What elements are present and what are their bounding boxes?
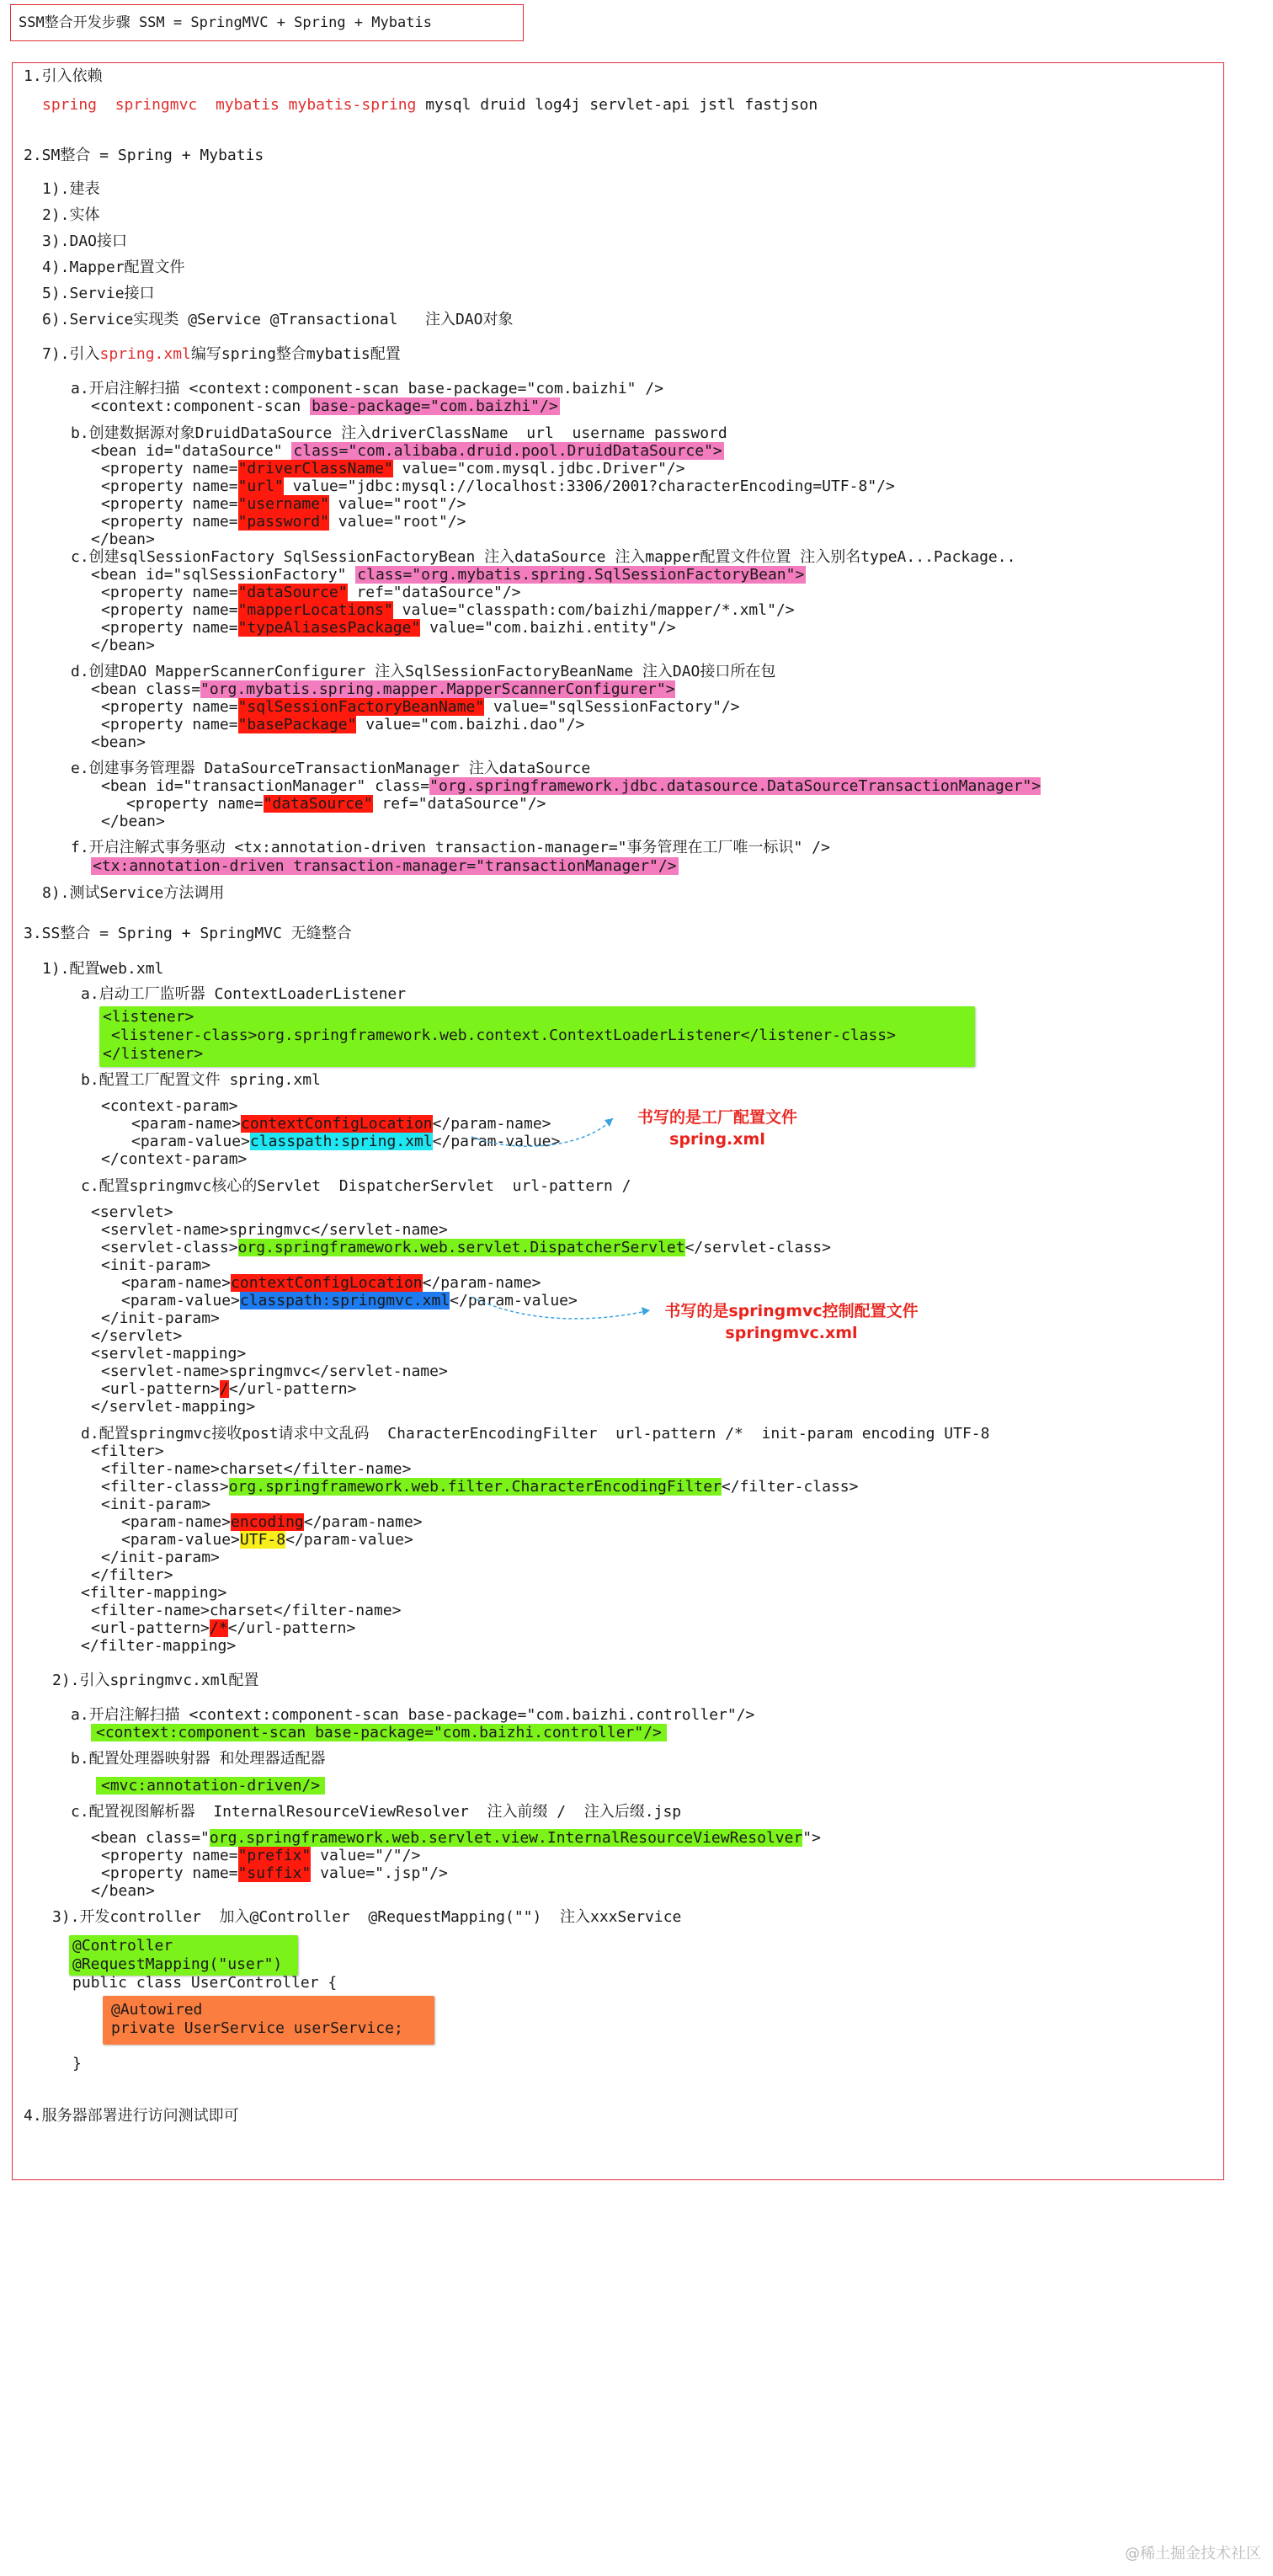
sm-step-1: 1).建表 (42, 180, 100, 198)
ss-b5: </context-param> (101, 1150, 248, 1168)
ss-d6: <param-name>encoding</param-name> (121, 1513, 423, 1531)
ss-c11: <servlet-name>springmvc</servlet-name> (101, 1363, 448, 1380)
code-requestmapping: @RequestMapping("user") (72, 1955, 283, 1973)
sm-d1: d.创建DAO MapperScannerConfigurer 注入SqlSessionFactoryBeanName 注入DAO接口所在包 (71, 663, 776, 680)
sm-heading: 2.SM整合 = Spring + Mybatis (24, 147, 264, 164)
ss-a1: a.启动工厂监听器 ContextLoaderListener (81, 985, 407, 1003)
sm-b1: b.创建数据源对象DruidDataSource 注入driverClassName url username password (71, 424, 727, 442)
sm-step-8: 8).测试Service方法调用 (42, 884, 225, 902)
sm-b4: <property name="url" value="jdbc:mysql://localhost:3306/2001?characterEncoding=UTF-8"/> (101, 477, 895, 495)
ss-d10: <filter-mapping> (81, 1584, 227, 1602)
ss-c9: </servlet> (91, 1327, 183, 1345)
sm-step-6: 6).Service实现类 @Service @Transactional 注入DAO对象 (42, 311, 514, 328)
ss-d7: <param-value>UTF-8</param-value> (121, 1531, 413, 1549)
ss-f2: <mvc:annotation-driven/> (96, 1777, 325, 1795)
annotation-spring-xml: 书写的是工厂配置文件 spring.xml (636, 1108, 797, 1149)
dep-springmvc: springmvc (115, 96, 198, 114)
sm-c4: <property name="mapperLocations" value="classpath:com/baizhi/mapper/*.xml"/> (101, 601, 795, 619)
ss-g3: <property name="prefix" value="/"/> (101, 1847, 421, 1864)
watermark: @稀土掘金技术社区 (1125, 2545, 1261, 2563)
ss-f1: b.配置处理器映射器 和处理器适配器 (71, 1750, 326, 1768)
ss-g5: </bean> (91, 1882, 155, 1900)
sm-b7: </bean> (91, 531, 155, 548)
ss-d13: </filter-mapping> (81, 1637, 237, 1655)
code-field: private UserService userService; (111, 2019, 403, 2037)
page-title: SSM整合开发步骤 SSM = SpringMVC + Spring + Mybatis (19, 14, 432, 31)
ss-c1: c.配置springmvc核心的Servlet DispatcherServlet url-pattern / (81, 1177, 631, 1195)
ss-d3: <filter-name>charset</filter-name> (101, 1460, 412, 1478)
sm-a2: <context:component-scan base-package="com.baizhi"/> (91, 397, 558, 415)
deps-heading: 1.引入依赖 (24, 67, 103, 85)
ss-step-2: 2).引入springmvc.xml配置 (52, 1672, 259, 1689)
ss-a-line-3: </listener> (103, 1045, 204, 1063)
ss-g2: <bean class="org.springframework.web.servlet.view.InternalResourceViewResolver"> (91, 1829, 821, 1847)
ss-d2: <filter> (91, 1443, 164, 1460)
ss-d4: <filter-class>org.springframework.web.filter.CharacterEncodingFilter</filter-class> (101, 1478, 859, 1496)
ss-step-3: 3).开发controller 加入@Controller @RequestMapping("") 注入xxxService (52, 1908, 682, 1926)
ss-c2: <servlet> (91, 1203, 173, 1221)
sm-c6: </bean> (91, 637, 155, 654)
ss-b3: <param-name>contextConfigLocation</param-name> (131, 1115, 551, 1133)
ss-b2: <context-param> (101, 1097, 238, 1115)
ss-c8: </init-param> (101, 1309, 220, 1327)
ss-b4: <param-value>classpath:spring.xml</param-value> (131, 1133, 561, 1150)
ss-c6: <param-name>contextConfigLocation</param-name> (121, 1274, 541, 1292)
dep-spring: spring (42, 96, 98, 114)
ss-e1: a.开启注解扫描 <context:component-scan base-package="com.baizhi.controller"/> (71, 1706, 755, 1724)
ss-d5: <init-param> (101, 1496, 211, 1513)
sm-d3: <property name="sqlSessionFactoryBeanName" value="sqlSessionFactory"/> (101, 698, 740, 716)
deps-rest: mysql druid log4j servlet-api jstl fastjson (425, 96, 818, 114)
ss-d12: <url-pattern>/*</url-pattern> (91, 1619, 356, 1637)
code-controller: @Controller (72, 1937, 173, 1955)
sm-step-5: 5).Servie接口 (42, 285, 155, 302)
sm-d5: <bean> (91, 733, 146, 751)
ss-c5: <init-param> (101, 1256, 211, 1274)
deploy-step: 4.服务器部署进行访问测试即可 (24, 2107, 239, 2125)
ss-c10: <servlet-mapping> (91, 1345, 247, 1363)
ss-a-line-1: <listener> (103, 1008, 194, 1026)
ss-g4: <property name="suffix" value=".jsp"/> (101, 1864, 448, 1882)
sm-e3: <property name="dataSource" ref="dataSource"/> (126, 795, 546, 813)
ss-heading: 3.SS整合 = Spring + SpringMVC 无缝整合 (24, 925, 352, 942)
sm-b5: <property name="username" value="root"/> (101, 495, 466, 513)
ss-c4: <servlet-class>org.springframework.web.servlet.DispatcherServlet</servlet-class> (101, 1239, 831, 1256)
sm-step-7: 7).引入spring.xml编写spring整合mybatis配置 (42, 345, 401, 363)
sm-c1: c.创建sqlSessionFactory SqlSessionFactoryBean 注入dataSource 注入mapper配置文件位置 注入别名typeA...Package.. (71, 548, 1016, 566)
ss-c13: </servlet-mapping> (91, 1398, 256, 1416)
sm-e2: <bean id="transactionManager" class="org.springframework.jdbc.datasource.DataSourceTransactionManager"> (101, 777, 1041, 795)
ss-step-1: 1).配置web.xml (42, 960, 164, 978)
ss-d1: d.配置springmvc接收post请求中文乱码 CharacterEncodingFilter url-pattern /* init-param encoding UTF-8 (81, 1425, 990, 1443)
sm-f2: <tx:annotation-driven transaction-manager="transactionManager"/> (93, 857, 677, 875)
ss-c3: <servlet-name>springmvc</servlet-name> (101, 1221, 448, 1239)
ss-d8: </init-param> (101, 1549, 220, 1566)
sm-b6: <property name="password" value="root"/> (101, 513, 466, 531)
code-close-brace: } (72, 2055, 82, 2072)
code-class-decl: public class UserController { (72, 1974, 338, 1992)
sm-d2: <bean class="org.mybatis.spring.mapper.MapperScannerConfigurer"> (91, 680, 675, 698)
dep-mybatis-spring: mybatis-spring (288, 96, 417, 114)
ss-b1: b.配置工厂配置文件 spring.xml (81, 1071, 321, 1089)
sm-step-4: 4).Mapper配置文件 (42, 259, 185, 276)
ss-g1: c.配置视图解析器 InternalResourceViewResolver 注入前缀 / 注入后缀.jsp (71, 1803, 682, 1821)
ss-a-line-2: <listener-class>org.springframework.web.context.ContextLoaderListener</listener-class> (111, 1027, 896, 1044)
dep-mybatis: mybatis (215, 96, 280, 114)
sm-step-2: 2).实体 (42, 206, 100, 224)
code-autowired: @Autowired (111, 2001, 203, 2019)
sm-b2: <bean id="dataSource" class="com.alibaba.druid.pool.DruidDataSource"> (91, 442, 722, 460)
sm-c2: <bean id="sqlSessionFactory" class="org.mybatis.spring.SqlSessionFactoryBean"> (91, 566, 805, 584)
sm-e1: e.创建事务管理器 DataSourceTransactionManager 注入dataSource (71, 760, 591, 777)
ss-d9: </filter> (91, 1566, 173, 1584)
sm-a1: a.开启注解扫描 <context:component-scan base-package="com.baizhi" /> (71, 380, 664, 397)
sm-c5: <property name="typeAliasesPackage" value="com.baizhi.entity"/> (101, 619, 676, 637)
sm-f1: f.开启注解式事务驱动 <tx:annotation-driven transaction-manager="事务管理在工厂唯一标识" /> (71, 839, 830, 856)
ss-e2: <context:component-scan base-package="com.baizhi.controller"/> (91, 1724, 667, 1742)
sm-step-3: 3).DAO接口 (42, 232, 128, 250)
sm-c3: <property name="dataSource" ref="dataSource"/> (101, 584, 521, 601)
sm-b3: <property name="driverClassName" value="com.mysql.jdbc.Driver"/> (101, 460, 685, 477)
ss-d11: <filter-name>charset</filter-name> (91, 1602, 402, 1619)
sm-e4: </bean> (101, 813, 165, 830)
sm-d4: <property name="basePackage" value="com.baizhi.dao"/> (101, 716, 585, 733)
annotation-springmvc-xml: 书写的是springmvc控制配置文件 springmvc.xml (664, 1302, 919, 1342)
ss-c12: <url-pattern>/</url-pattern> (101, 1380, 357, 1398)
ss-c7: <param-value>classpath:springmvc.xml</param-value> (121, 1292, 578, 1309)
